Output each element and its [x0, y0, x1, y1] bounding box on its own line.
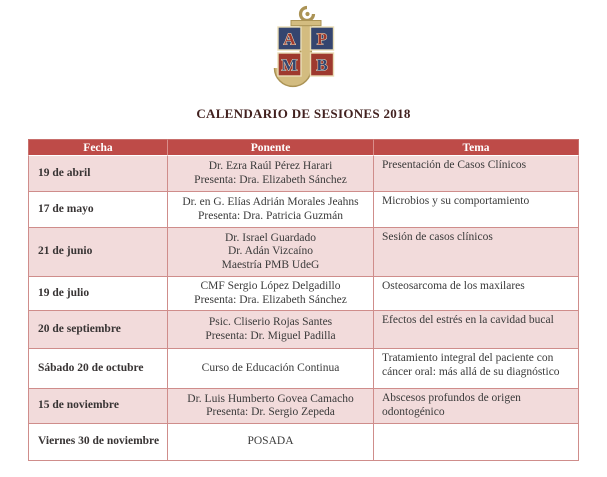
tile-letter-b: B: [316, 55, 328, 75]
ponente-line: Dr. Adán Vizcaíno: [227, 245, 313, 258]
tema-cell: Microbios y su comportamiento: [374, 192, 579, 228]
fecha-cell: Viernes 30 de noviembre: [28, 424, 168, 461]
fecha-cell: Sábado 20 de octubre: [28, 349, 168, 389]
tema-cell: Sesión de casos clínicos: [374, 228, 579, 277]
fecha-cell: 21 de junio: [28, 228, 168, 277]
table-row: [28, 228, 579, 277]
tile-letter-a: A: [283, 29, 296, 49]
tema-cell: Efectos del estrés en la cavidad bucal: [374, 311, 579, 349]
table-row: [28, 424, 579, 461]
table-row: [28, 277, 579, 311]
table-row: [28, 389, 579, 424]
fecha-cell: 19 de julio: [28, 277, 168, 311]
column-header-ponente: Ponente: [168, 139, 374, 156]
sessions-table: [28, 139, 579, 461]
table-header-row: [28, 139, 579, 156]
ponente-line: Maestría PMB UdeG: [221, 258, 320, 271]
column-header-tema: Tema: [374, 139, 579, 156]
ponente-cell: [168, 192, 374, 228]
tema-cell: Abscesos profundos de origen odontogénico: [374, 389, 579, 424]
ponente-line: Dr. Ezra Raúl Pérez Harari: [208, 160, 333, 172]
ponente-line: Dr. Israel Guardado: [224, 231, 316, 244]
table-row: [28, 156, 579, 192]
ponente-cell: [168, 228, 374, 277]
column-header-fecha: Fecha: [28, 139, 168, 156]
ponente-line: Presenta: Dr. Sergio Zepeda: [206, 406, 335, 418]
ponente-line: Curso de Educación Continua: [201, 361, 340, 374]
ponente-cell: [168, 349, 374, 389]
table-row: [28, 192, 579, 228]
tema-cell: Osteosarcoma de los maxilares: [374, 277, 579, 311]
ponente-cell: [168, 389, 374, 424]
apmb-logo: [266, 4, 342, 102]
tile-letter-p: P: [316, 29, 328, 49]
fecha-cell: 15 de noviembre: [28, 389, 168, 424]
ponente-cell: [168, 311, 374, 349]
ponente-line: Presenta: Dr. Miguel Padilla: [205, 329, 336, 342]
ponente-line: Presenta: Dra. Elizabeth Sánchez: [194, 293, 347, 306]
ponente-cell: [168, 156, 374, 192]
fecha-cell: 19 de abril: [28, 156, 168, 192]
ponente-line: Presenta: Dra. Elizabeth Sánchez: [194, 173, 347, 186]
table-row: [28, 349, 579, 389]
ponente-line: POSADA: [247, 435, 294, 448]
tema-cell: Tratamiento integral del paciente con cáncer oral: más allá de su diagnóstico: [374, 349, 579, 389]
tile-letter-m: M: [281, 55, 298, 75]
ponente-line: Presenta: Dra. Patricia Guzmán: [198, 209, 343, 222]
ponente-cell: [168, 424, 374, 461]
apmb-logo-svg: [266, 4, 342, 102]
ponente-line: CMF Sergio López Delgadillo: [200, 280, 341, 292]
ponente-line: Psic. Cliserio Rojas Santes: [208, 316, 333, 328]
ponente-line: Dr. en G. Elías Adrián Morales Jeahns: [182, 196, 359, 208]
fecha-cell: 17 de mayo: [28, 192, 168, 228]
table-row: [28, 311, 579, 349]
fecha-cell: 20 de septiembre: [28, 311, 168, 349]
page-title: CALENDARIO DE SESIONES 2018: [196, 106, 411, 121]
ponente-line: Dr. Luis Humberto Govea Camacho: [187, 392, 354, 405]
ponente-cell: [168, 277, 374, 311]
tema-cell: Presentación de Casos Clínicos: [374, 156, 579, 192]
tema-cell: [374, 424, 579, 461]
